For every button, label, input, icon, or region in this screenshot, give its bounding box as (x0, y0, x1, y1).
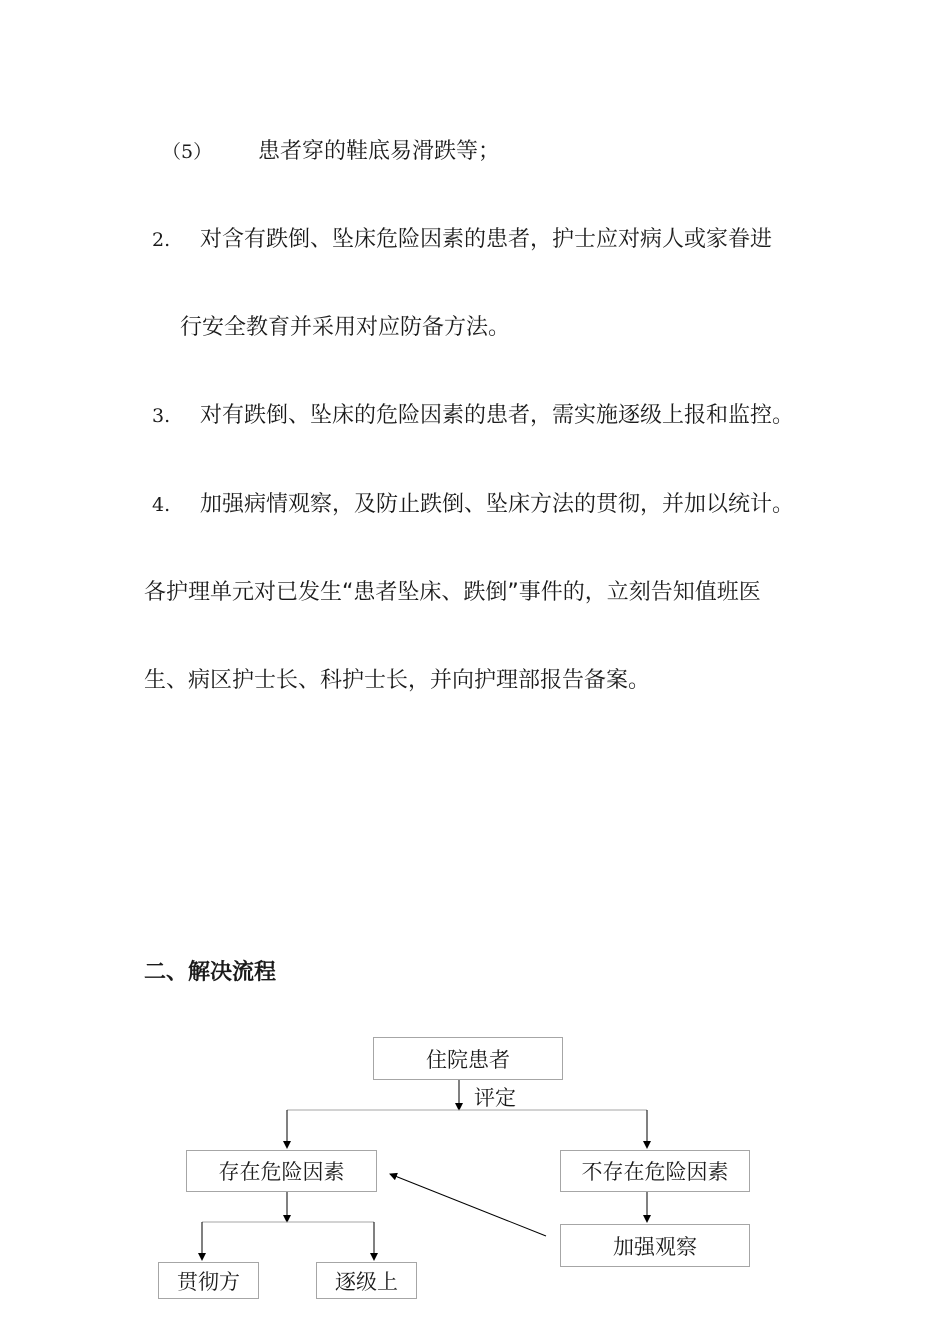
edge-label-assess: 评定 (474, 1086, 516, 1110)
list-item-2-number: 2. (152, 229, 171, 251)
list-item-4-text: 加强病情观察，及防止跌倒、坠床方法的贯彻，并加以统计。 (200, 492, 795, 517)
node-no-risk: 不存在危险因素 (560, 1150, 750, 1192)
node-escalate: 逐级上 (316, 1262, 417, 1299)
list-item-5-text: 患者穿的鞋底易滑跌等； (258, 139, 501, 164)
list-item-5-number: （5） (162, 141, 213, 163)
paragraph-line-2: 生、病区护士长、科护士长，并向护理部报告备案。 (144, 668, 651, 693)
connector-observe-to-has-risk (390, 1174, 546, 1236)
list-item-2-text-line2: 行安全教育并采用对应防备方法。 (180, 315, 511, 340)
node-observe: 加强观察 (560, 1224, 750, 1267)
node-has-risk: 存在危险因素 (186, 1150, 377, 1192)
paragraph-line-1: 各护理单元对已发生“患者坠床、跌倒”事件的，立刻告知值班医 (144, 580, 761, 605)
section-heading: 二、解决流程 (144, 960, 277, 985)
list-item-3-text: 对有跌倒、坠床的危险因素的患者，需实施逐级上报和监控。 (200, 403, 795, 428)
list-item-4-number: 4. (152, 494, 171, 516)
node-implement: 贯彻方 (158, 1262, 259, 1299)
node-inpatient: 住院患者 (373, 1037, 563, 1080)
list-item-2-text-line1: 对含有跌倒、坠床危险因素的患者，护士应对病人或家眷进 (200, 227, 773, 252)
list-item-3-number: 3. (152, 405, 171, 427)
